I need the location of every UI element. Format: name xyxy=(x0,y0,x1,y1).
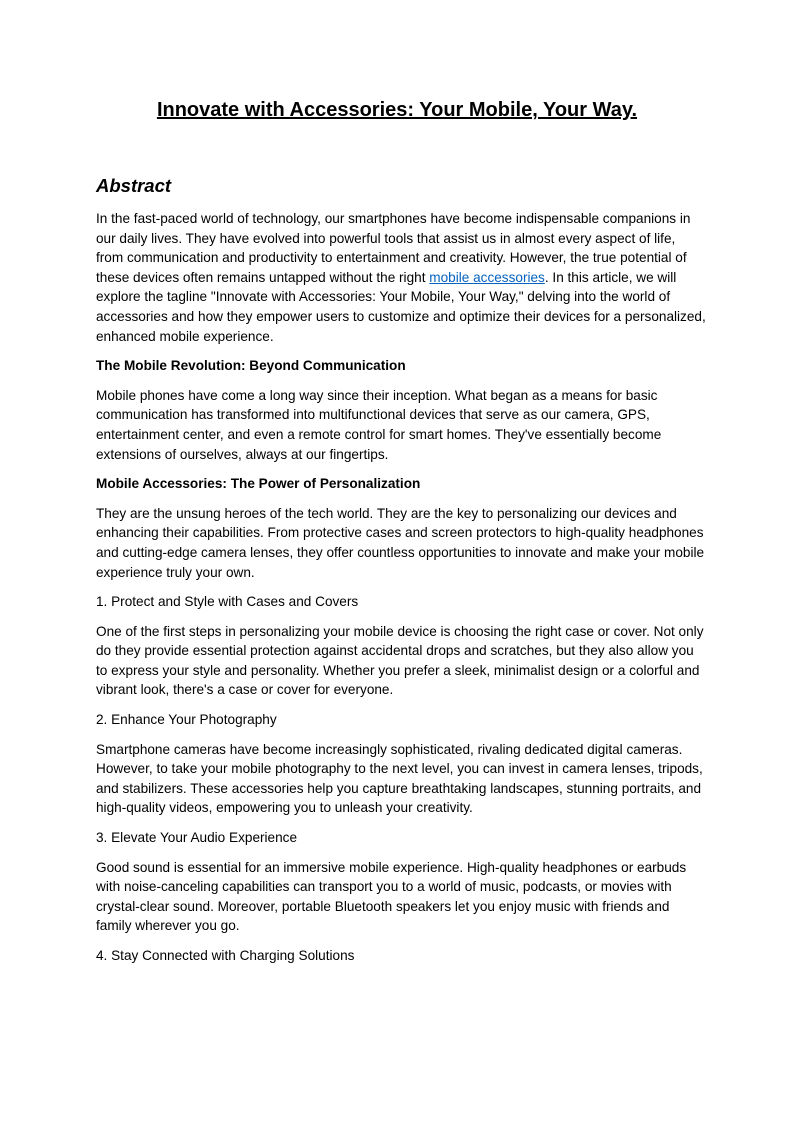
document-title: Innovate with Accessories: Your Mobile, Your Way. xyxy=(156,99,638,121)
section-body-mobile-revolution: Mobile phones have come a long way since their inception. What began as a means for basic communication has transformed into multifunctional devices that serve as our camera, GPS, entertainment center, and even a remote control for smart homes. They've essentially become extensions of ourselves, always at our fingertips. xyxy=(96,387,662,462)
section-body-personalization: They are the unsung heroes of the tech world. They are the key to personalizing our devices and enhancing their capabilities. From protective cases and screen protectors to high-quality headphones and cutting-edge camera lenses, they offer countless opportunities to innovate and make your mobile experience truly your own. xyxy=(96,505,705,580)
mobile-accessories-link[interactable]: mobile accessories xyxy=(429,269,545,285)
document-body xyxy=(96,173,706,976)
section-heading-mobile-revolution: The Mobile Revolution: Beyond Communication xyxy=(96,358,406,374)
abstract-heading: Abstract xyxy=(96,175,172,196)
section-heading-personalization: Mobile Accessories: The Power of Personalization xyxy=(96,476,421,492)
item-heading-audio: 3. Elevate Your Audio Experience xyxy=(96,830,298,846)
item-heading-photography: 2. Enhance Your Photography xyxy=(96,712,277,728)
item-body-photography: Smartphone cameras have become increasingly sophisticated, rivaling dedicated digital cameras. However, to take your mobile photography to the next level, you can invest in camera lenses, tripods, and stabilizers. These accessories help you capture breathtaking landscapes, stunning portraits, and high-quality videos, empowering you to unleash your creativity. xyxy=(96,741,703,816)
intro-text-after-link: . In this article, we will explore the tagline "Innovate with Accessories: Your Mobile, Your Way," delving into the world of accessories and how they empower users to customize and optimize their devices for a personalized, enhanced mobile experience. xyxy=(96,269,706,344)
item-heading-cases: 1. Protect and Style with Cases and Covers xyxy=(96,594,359,610)
item-body-cases: One of the first steps in personalizing your mobile device is choosing the right case or cover. Not only do they provide essential protection against accidental drops and scratches, but they also allow you to express your style and personality. Whether you prefer a sleek, minimalist design or a colorful and vibrant look, there's a case or cover for everyone. xyxy=(96,623,704,698)
item-body-audio: Good sound is essential for an immersive mobile experience. High-quality headphones or earbuds with noise-canceling capabilities can transport you to a world of music, podcasts, or movies with crystal-clear sound. Moreover, portable Bluetooth speakers let you enjoy music with friends and family wherever you go. xyxy=(96,859,687,934)
intro-text-before-link: In the fast-paced world of technology, our smartphones have become indispensable companions in our daily lives. They have evolved into powerful tools that assist us in almost every aspect of life, from communication and productivity to entertainment and creativity. However, the true potential of these devices often remains untapped without the right xyxy=(96,211,691,285)
intro-paragraph xyxy=(96,209,706,346)
item-heading-charging: 4. Stay Connected with Charging Solutions xyxy=(96,948,355,963)
